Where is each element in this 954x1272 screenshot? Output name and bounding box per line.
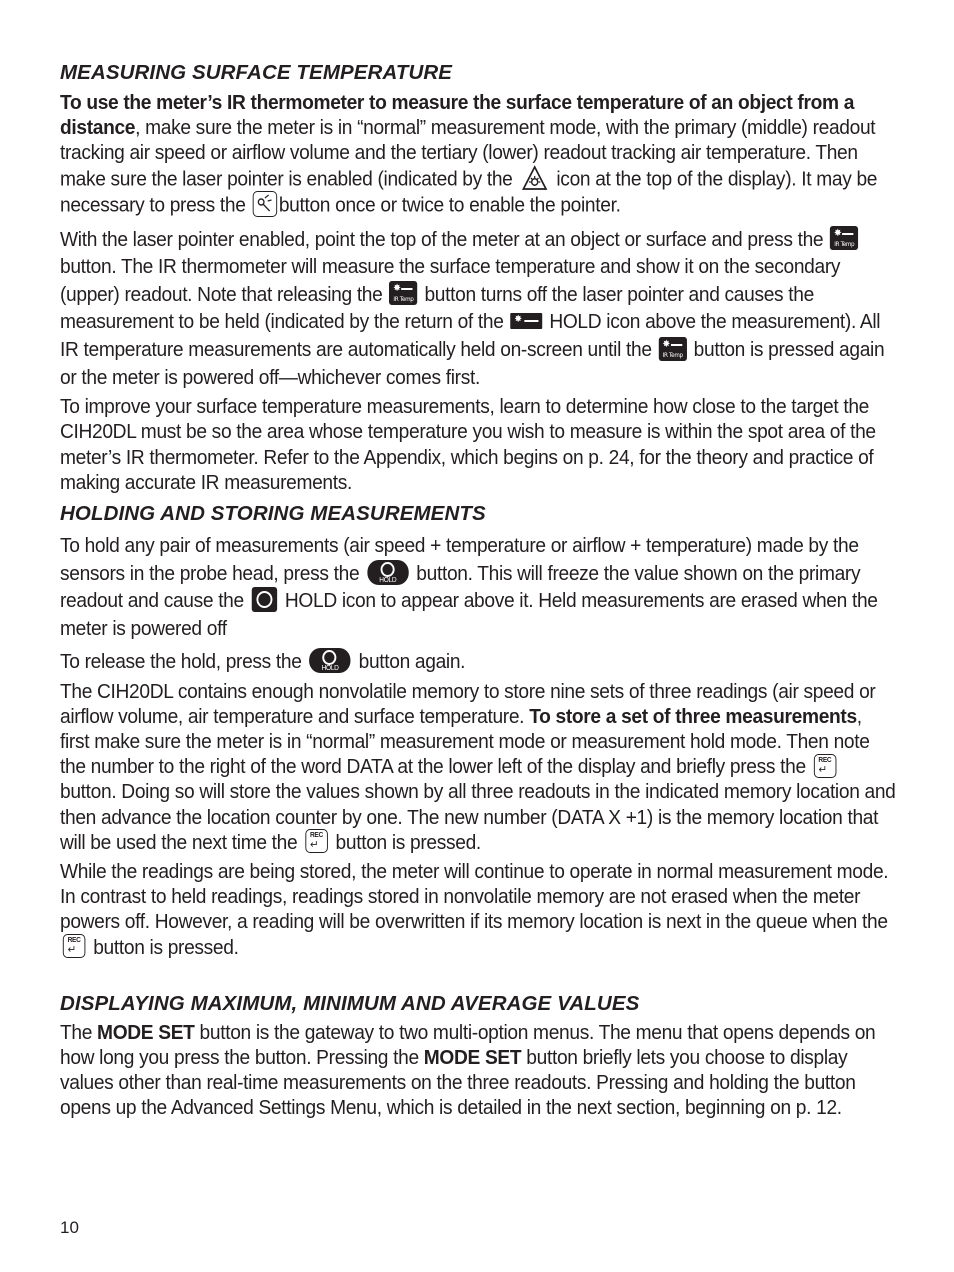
paragraph-nonvolatile xyxy=(60,860,896,961)
rec-label: REC xyxy=(67,937,81,945)
text-span: The xyxy=(60,1021,93,1044)
text-span: HOLD icon to appear above it. Held measurements are erased when the meter is powered off xyxy=(60,590,878,640)
snowflake-icon xyxy=(323,650,337,665)
text-span: button turns off the laser pointer and causes the measurement to be held (indicated by the return of the xyxy=(60,283,814,334)
text-span: button briefly lets you choose to display values other than real-time measurements on the three readouts. Pressing and holding the button opens up the Advanced Settings Menu, which is detailed in the next section, beginning on p. 12. xyxy=(60,1047,856,1120)
text-span: To hold any pair of measurements (air speed + temperature or airflow + temperature) made by the sensors in the probe head, press the xyxy=(60,534,859,585)
bar-glyph xyxy=(671,344,682,346)
text-span: With the laser pointer enabled, point the top of the meter at an object or surface and press the xyxy=(60,228,824,251)
hold-indicator-icon xyxy=(252,587,277,612)
rec-label: REC xyxy=(309,832,323,840)
bar-glyph xyxy=(525,320,539,322)
text-span: HOLD icon above the measurement). All IR temperature measurements are automatically held on-screen until the xyxy=(60,311,881,361)
rec-label: REC xyxy=(818,756,832,764)
ir-temp-button-icon xyxy=(389,281,417,305)
ir-temp-label: IR Temp xyxy=(393,296,414,304)
ir-temp-button-icon xyxy=(659,337,687,361)
return-arrow-icon: ↵ xyxy=(67,944,76,957)
snowflake-icon xyxy=(380,562,394,577)
text-span: button is pressed again or the meter is powered off—whichever comes first. xyxy=(60,338,885,389)
rec-button-icon xyxy=(63,934,86,958)
star-icon: ✸ xyxy=(833,228,842,240)
laser-warning-icon xyxy=(521,165,547,191)
rec-button-icon xyxy=(814,754,837,778)
text-span: While the readings are being stored, the meter will continue to operate in normal measurement mode. In contrast to held readings, readings stored in nonvolatile memory are not erased when the meter powers off. However, a reading will be overwritten if its memory location is next in the queue when the xyxy=(60,860,889,934)
rec-button-icon xyxy=(305,829,328,853)
text-span: button again. xyxy=(358,651,466,674)
section-title-max-min-avg: DISPLAYING MAXIMUM, MINIMUM AND AVERAGE VALUES xyxy=(60,991,640,1015)
text-span: button is pressed. xyxy=(93,936,239,959)
snowflake-icon xyxy=(256,591,272,608)
paragraph-improve: To improve your surface temperature measurements, learn to determine how close to the target the CIH20DL must be so the area whose temperature you wish to measure is within the spot area of the meter’s IR thermometer. Refer to the Appendix, which begins on p. 24, for the theory and practice of making accurate IR measurements. xyxy=(60,396,876,494)
return-arrow-icon: ↵ xyxy=(309,839,319,852)
text-span: , first make sure the meter is in “normal” measurement mode or measurement hold mode. Then note the number to the right of the word DATA at the lower left of the display and briefly press the xyxy=(60,705,870,779)
text-span: button. The IR thermometer will measure the surface temperature and show it on the secondary (upper) readout. Note that releasing the xyxy=(60,256,841,306)
text-span: button once or twice to enable the pointer. xyxy=(278,194,621,216)
text-span: To release the hold, press the xyxy=(60,651,302,674)
bar-glyph xyxy=(402,288,413,290)
text-span: button. Doing so will store the values shown by all three readouts in the indicated memory location and then advance the location counter by one. The new number (DATA X +1) is the memory location that will be used the next time the xyxy=(60,781,896,854)
bold-mode-set-2: MODE SET xyxy=(423,1047,522,1069)
page-number: 10 xyxy=(60,1218,79,1237)
bold-mode-set: MODE SET xyxy=(97,1021,195,1044)
hold-button-icon xyxy=(367,560,408,585)
ir-temp-button-icon xyxy=(830,226,858,250)
hold-label: HOLD xyxy=(321,665,339,673)
paragraph-store xyxy=(60,680,896,856)
bold-ir-intro: To use the meter’s IR thermometer to measure the surface temperature of an object from a distance xyxy=(60,92,855,140)
section-title-holding: HOLDING AND STORING MEASUREMENTS xyxy=(60,501,486,525)
star-icon: ✸ xyxy=(393,283,401,295)
paragraph-release-hold xyxy=(60,650,896,675)
section-title-surface-temperature: MEASURING SURFACE TEMPERATURE xyxy=(60,61,453,84)
hold-label: HOLD xyxy=(379,576,397,584)
text-span: button. This will freeze the value shown on the primary readout and cause the xyxy=(60,562,861,613)
paragraph-ir-intro xyxy=(60,91,896,219)
hold-button-icon xyxy=(309,648,350,673)
text-span: button is the gateway to two multi-option menus. The menu that opens depends on how long you press the button. Pressing the xyxy=(60,1021,876,1069)
manual-page xyxy=(60,60,896,1122)
bold-store: To store a set of three measurements xyxy=(529,705,857,728)
text-span: button is pressed. xyxy=(335,831,481,854)
paragraph-laser-pointer xyxy=(60,227,896,393)
text-span: The CIH20DL contains enough nonvolatile memory to store nine sets of three readings (air speed or airflow volume, air temperature and surface temperature. xyxy=(60,680,876,728)
text-span: , make sure the meter is in “normal” measurement mode, with the primary (middle) readout tracking air speed or airflow volume and the tertiary (lower) readout tracking air temperature. Then make sure the laser pointer is enabled (indicated by the xyxy=(60,117,876,190)
ir-temp-label: IR Temp xyxy=(662,351,683,359)
return-arrow-icon: ↵ xyxy=(818,763,827,776)
text-span: icon at the top of the display). It may be necessary to press the xyxy=(60,168,878,216)
bar-glyph xyxy=(842,233,853,235)
paragraph-mode-set xyxy=(60,1021,896,1122)
ir-temp-label: IR Temp xyxy=(834,241,855,249)
laser-button-icon xyxy=(252,191,276,217)
paragraph-hold xyxy=(60,533,896,643)
star-icon: ✸ xyxy=(662,338,670,350)
star-icon: ✸ xyxy=(514,314,522,325)
ir-hold-icon xyxy=(510,313,542,329)
